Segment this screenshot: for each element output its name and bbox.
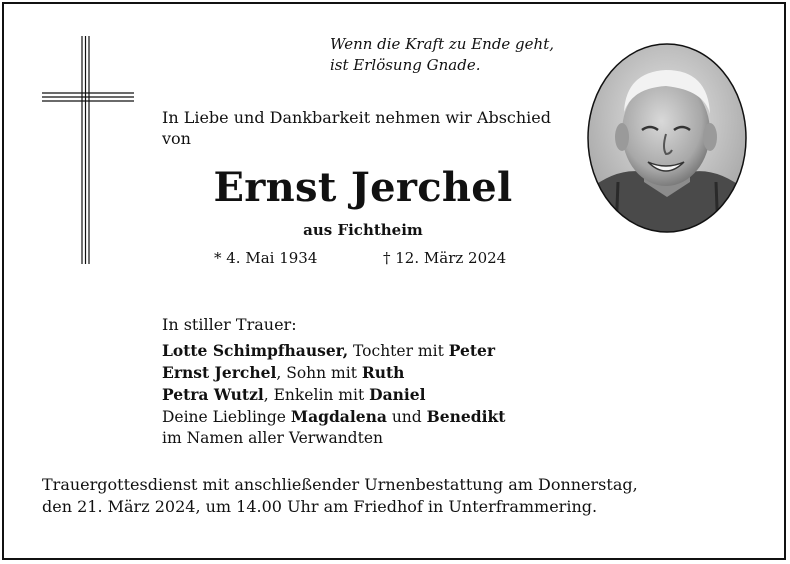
mourner-line — [162, 406, 505, 428]
mourner-relation: im Namen aller Verwandten — [162, 429, 383, 447]
mourner-line — [162, 362, 505, 384]
mourner-name: Lotte Schimpfhauser, — [162, 341, 349, 360]
quote-line-2: ist Erlösung Gnade. — [330, 56, 481, 74]
mourner-relation: Deine Lieblinge — [162, 408, 291, 426]
deceased-name: Ernst Jerchel — [213, 164, 513, 211]
mourners-list — [162, 340, 505, 449]
deceased-origin: aus Fichtheim — [303, 221, 423, 239]
mourner-line — [162, 428, 505, 449]
service-line-2: den 21. März 2024, um 14.00 Uhr am Friedhof in Unterframmering. — [42, 497, 598, 516]
mourner-relation: Tochter mit — [348, 342, 449, 360]
mourner-name: Ernst Jerchel — [162, 363, 277, 382]
mourner-name: Magdalena — [290, 407, 387, 426]
death-date: † 12. März 2024 — [383, 249, 507, 267]
cross-icon — [40, 36, 136, 266]
mourner-line — [162, 384, 505, 406]
portrait-photo — [586, 42, 748, 234]
mourner-relation: , Sohn mit — [276, 364, 362, 382]
intro-text: In Liebe und Dankbarkeit nehmen wir Abschied von — [162, 108, 552, 148]
mourner-line — [162, 340, 505, 362]
quote — [330, 34, 554, 76]
mourning-label: In stiller Trauer: — [162, 315, 297, 334]
service-line-1: Trauergottesdienst mit anschließender Urnenbestattung am Donnerstag, — [42, 475, 638, 494]
service-info — [42, 474, 742, 518]
quote-line-1: Wenn die Kraft zu Ende geht, — [330, 35, 554, 53]
birth-date: * 4. Mai 1934 — [214, 249, 318, 267]
mourner-relation: und — [386, 408, 427, 426]
mourner-relation: , Enkelin mit — [263, 386, 370, 404]
mourner-name: Benedikt — [426, 407, 506, 426]
mourner-name: Peter — [448, 341, 496, 360]
mourner-name: Daniel — [369, 385, 426, 404]
mourner-name: Ruth — [361, 363, 405, 382]
mourner-name: Petra Wutzl — [162, 385, 264, 404]
